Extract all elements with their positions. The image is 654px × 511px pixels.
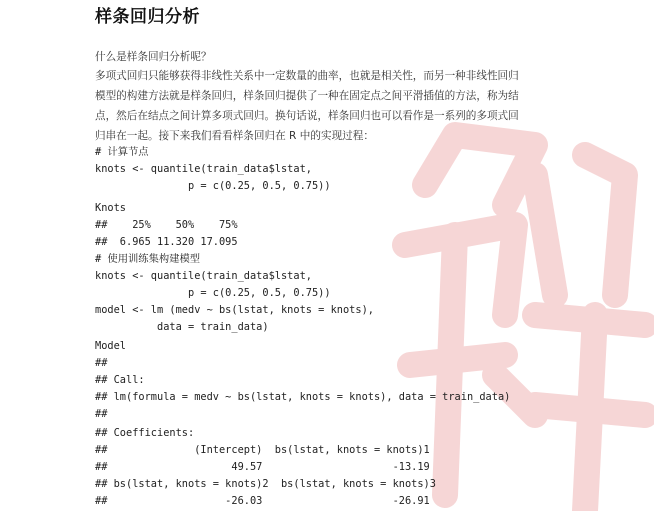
code-line: Model — [95, 340, 126, 352]
code-line: ## 49.57 -13.19 — [95, 461, 430, 473]
code-line: p = c(0.25, 0.5, 0.75)) — [95, 287, 331, 299]
code-line: ## 6.965 11.320 17.095 — [95, 236, 238, 248]
paragraph-line: 多项式回归只能够获得非线性关系中一定数量的曲率，也就是相关性，而另一种非线性回归 — [95, 70, 519, 82]
page-title: 样条回归分析 — [95, 7, 200, 27]
code-line: ## 25% 50% 75% — [95, 219, 238, 231]
code-line: ## — [95, 408, 108, 420]
code-line: # 使用训练集构建模型 — [95, 253, 201, 265]
code-line: ## -26.03 -26.91 — [95, 495, 430, 507]
code-line: ## (Intercept) bs(lstat, knots = knots)1 — [95, 444, 430, 456]
code-line: model <- lm (medv ~ bs(lstat, knots = knots), — [95, 304, 374, 316]
code-line: knots <- quantile(train_data$lstat, — [95, 163, 312, 175]
paragraph-line: 模型的构建方法就是样条回归，样条回归提供了一种在固定点之间平滑插值的方法，称为结 — [95, 90, 519, 102]
paragraph-line: 归串在一起。接下来我们看看样条回归在 R 中的实现过程： — [95, 130, 374, 142]
code-line: # 计算节点 — [95, 146, 149, 158]
code-line: ## Call: — [95, 374, 145, 386]
code-line: data = train_data) — [95, 321, 269, 333]
intro-paragraph — [95, 66, 575, 146]
question-text: 什么是样条回归分析呢？ — [95, 51, 212, 63]
code-line: p = c(0.25, 0.5, 0.75)) — [95, 180, 331, 192]
code-line: ## lm(formula = medv ~ bs(lstat, knots = knots), data = train_data) — [95, 391, 511, 403]
code-line: Knots — [95, 202, 126, 214]
code-line: ## Coefficients: — [95, 427, 195, 439]
paragraph-line: 点，然后在结点之间计算多项式回归。换句话说，样条回归也可以看作是一系列的多项式回 — [95, 110, 519, 122]
code-line: ## bs(lstat, knots = knots)2 bs(lstat, knots = knots)3 — [95, 478, 436, 490]
code-line: knots <- quantile(train_data$lstat, — [95, 270, 312, 282]
code-line: ## — [95, 357, 108, 369]
